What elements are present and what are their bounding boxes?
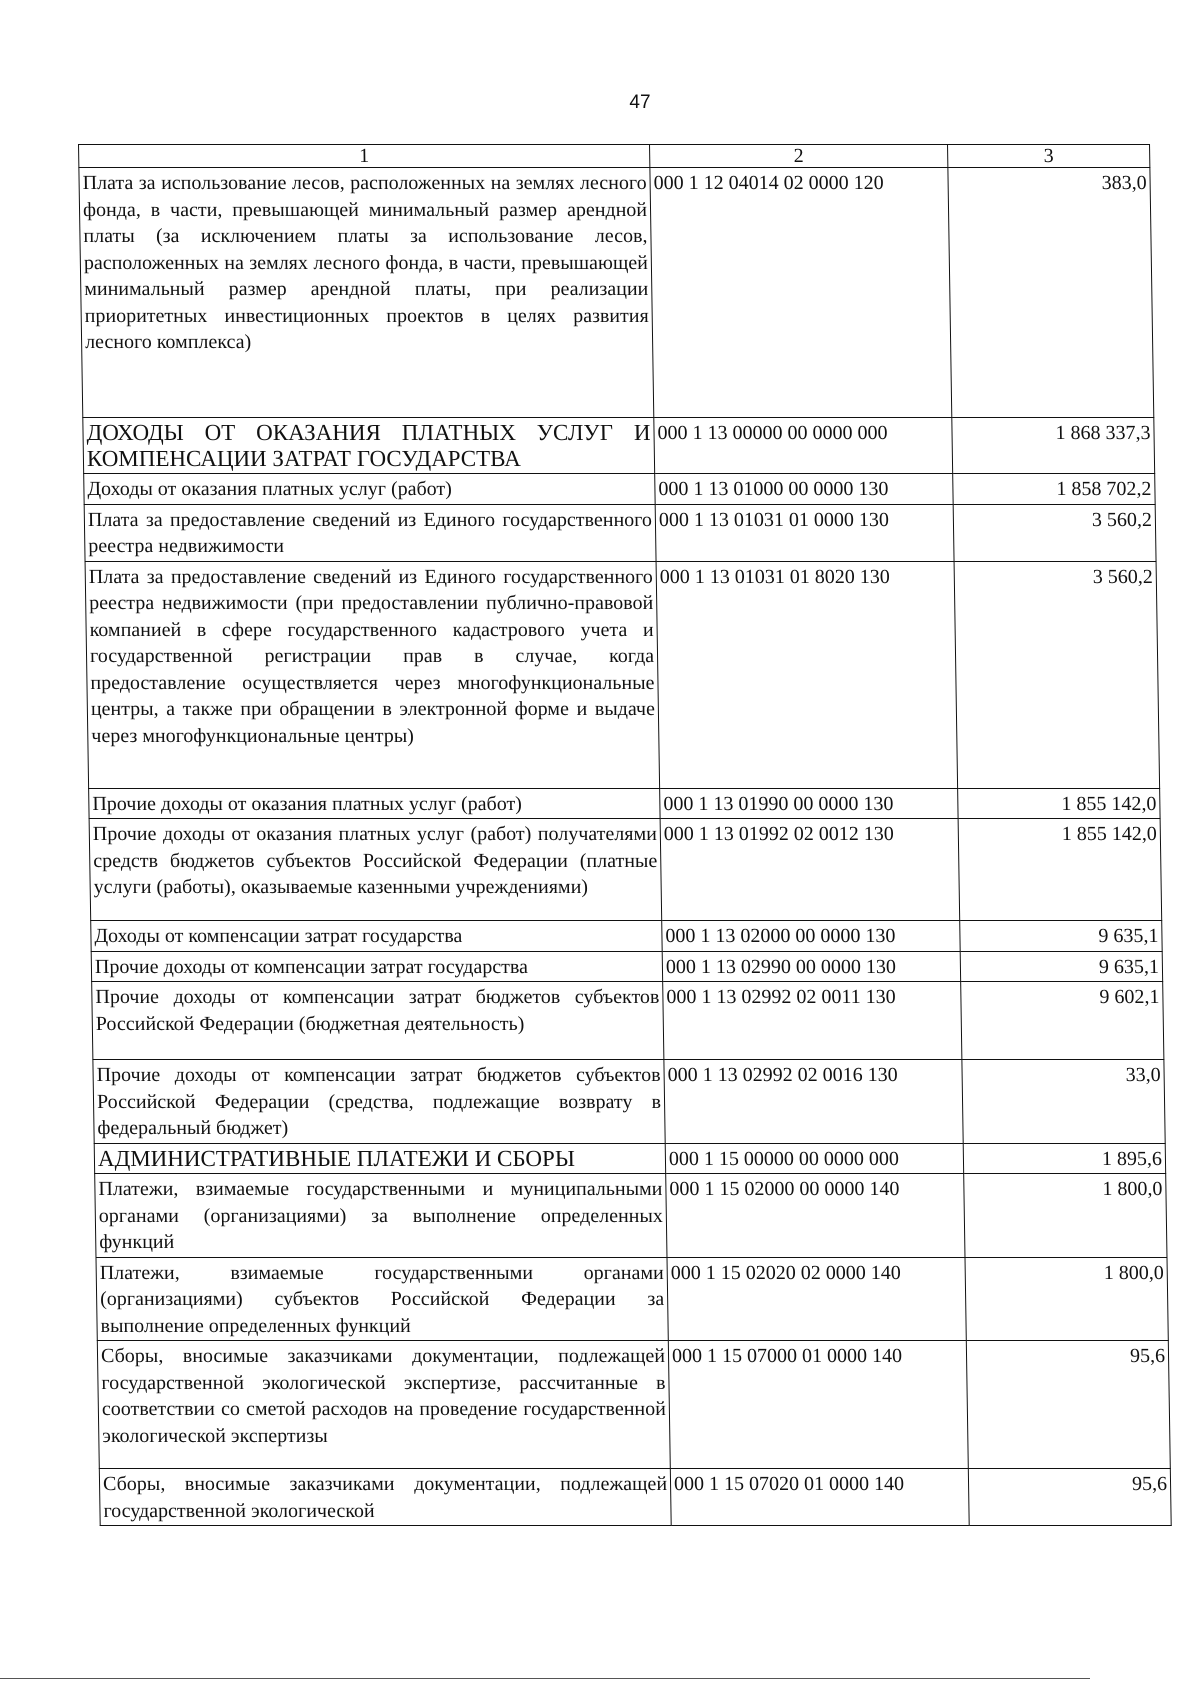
budget-classification-code: 000 1 13 00000 00 0000 000 — [654, 418, 953, 474]
budget-classification-code: 000 1 13 02000 00 0000 130 — [662, 921, 960, 952]
column-number-1: 1 — [79, 145, 650, 168]
table-row — [89, 788, 1160, 819]
row-description: Доходы от оказания платных услуг (работ) — [84, 474, 655, 505]
row-description: Доходы от компенсации затрат государства — [91, 921, 662, 952]
budget-classification-code: 000 1 15 07020 01 0000 140 — [670, 1469, 969, 1526]
table-body — [79, 168, 1171, 1526]
column-number-2: 2 — [650, 145, 948, 168]
budget-classification-code: 000 1 15 02020 02 0000 140 — [667, 1257, 966, 1341]
row-amount: 3 560,2 — [954, 561, 1160, 788]
row-description: Платежи, взимаемые государственными органами (организациями) субъектов Российской Федерации за выполнение определенных функций — [96, 1257, 668, 1341]
table-row — [84, 474, 1155, 505]
budget-classification-code: 000 1 13 02992 02 0011 130 — [663, 982, 962, 1060]
column-number-3: 3 — [948, 145, 1150, 168]
table-row — [97, 1341, 1170, 1469]
table-row — [92, 982, 1164, 1060]
row-amount: 95,6 — [966, 1341, 1170, 1469]
row-amount: 1 855 142,0 — [958, 819, 1162, 921]
row-amount: 9 635,1 — [960, 921, 1162, 952]
row-description: Прочие доходы от оказания платных услуг (работ) — [89, 788, 660, 819]
row-amount: 3 560,2 — [953, 504, 1156, 561]
table-row — [93, 1060, 1165, 1144]
row-amount: 1 868 337,3 — [952, 418, 1155, 474]
table-row — [85, 561, 1160, 788]
budget-classification-code: 000 1 13 02992 02 0016 130 — [664, 1060, 963, 1144]
budget-classification-code: 000 1 13 01031 01 0000 130 — [655, 504, 954, 561]
row-description: Сборы, вносимые заказчиками документации, подлежащей государственной экологической — [99, 1469, 671, 1526]
row-amount: 33,0 — [962, 1060, 1165, 1144]
row-description: Прочие доходы от компенсации затрат бюджетов субъектов Российской Федерации (средства, подлежащие возврату в федеральный бюджет) — [93, 1060, 665, 1144]
row-amount: 1 800,0 — [964, 1174, 1167, 1258]
budget-classification-code: 000 1 13 01000 00 0000 130 — [655, 474, 953, 505]
row-description: Плата за предоставление сведений из Единого государственного реестра недвижимости — [84, 504, 656, 561]
table-row — [96, 1257, 1168, 1341]
row-description: АДМИНИСТРАТИВНЫЕ ПЛАТЕЖИ И СБОРЫ — [94, 1143, 665, 1174]
budget-classification-code: 000 1 13 01992 02 0012 130 — [660, 819, 960, 921]
row-amount: 1 895,6 — [963, 1143, 1165, 1174]
budget-revenue-table — [78, 144, 1172, 1526]
table-row — [91, 921, 1162, 952]
row-amount: 9 602,1 — [961, 982, 1164, 1060]
row-description: Плата за использование лесов, расположенных на землях лесного фонда, в части, превышающей минимальный размер арендной платы (за исключением платы за использование лесов, расположенных на землях лесного фонда, в части, превышающей минимальный размер арендной платы, при реализации приоритетных инвестиционных проектов в целях развития лесного комплекса) — [79, 168, 654, 418]
budget-classification-code: 000 1 15 00000 00 0000 000 — [665, 1143, 963, 1174]
row-amount: 1 800,0 — [965, 1257, 1168, 1341]
table-row — [83, 418, 1155, 474]
table-row — [84, 504, 1156, 561]
table-row — [94, 1143, 1165, 1174]
row-description: Прочие доходы от компенсации затрат государства — [91, 951, 662, 982]
budget-classification-code: 000 1 13 01990 00 0000 130 — [660, 788, 958, 819]
bottom-rule — [0, 1678, 1090, 1679]
row-amount: 1 855 142,0 — [958, 788, 1160, 819]
row-description: Прочие доходы от компенсации затрат бюджетов субъектов Российской Федерации (бюджетная деятельность) — [92, 982, 664, 1060]
table-row — [99, 1469, 1171, 1526]
row-description: Платежи, взимаемые государственными и муниципальными органами (организациями) за выполнение определенных функций — [95, 1174, 667, 1258]
column-number-row — [79, 145, 1150, 168]
budget-classification-code: 000 1 13 02990 00 0000 130 — [662, 951, 960, 982]
page-number: 47 — [629, 92, 651, 113]
row-description: Плата за предоставление сведений из Единого государственного реестра недвижимости (при предоставлении публично-правовой компанией в сфере государственного кадастрового учета и государственной регистрации прав в случае, когда предоставление осуществляется через многофункциональные центры, а также при обращении в электронной форме и выдаче через многофункциональные центры) — [85, 561, 660, 788]
table-row — [89, 819, 1162, 921]
row-amount: 95,6 — [968, 1469, 1171, 1526]
table-row — [91, 951, 1162, 982]
row-amount: 383,0 — [948, 168, 1154, 418]
table-row — [95, 1174, 1167, 1258]
budget-classification-code: 000 1 15 07000 01 0000 140 — [668, 1341, 968, 1469]
budget-classification-code: 000 1 15 02000 00 0000 140 — [666, 1174, 965, 1258]
row-description: Прочие доходы от оказания платных услуг (работ) получателями средств бюджетов субъектов Российской Федерации (платные услуги (работы), оказываемые казенными учреждениями) — [89, 819, 662, 921]
budget-classification-code: 000 1 13 01031 01 8020 130 — [656, 561, 958, 788]
row-description: ДОХОДЫ ОТ ОКАЗАНИЯ ПЛАТНЫХ УСЛУГ И КОМПЕНСАЦИИ ЗАТРАТ ГОСУДАРСТВА — [83, 418, 655, 474]
budget-classification-code: 000 1 12 04014 02 0000 120 — [650, 168, 952, 418]
table-row — [79, 168, 1154, 418]
row-amount: 1 858 702,2 — [953, 474, 1155, 505]
row-description: Сборы, вносимые заказчиками документации, подлежащей государственной экологической экспертизе, рассчитанные в соответствии со сметой расходов на проведение государственной экологической экспертизы — [97, 1341, 670, 1469]
row-amount: 9 635,1 — [960, 951, 1162, 982]
